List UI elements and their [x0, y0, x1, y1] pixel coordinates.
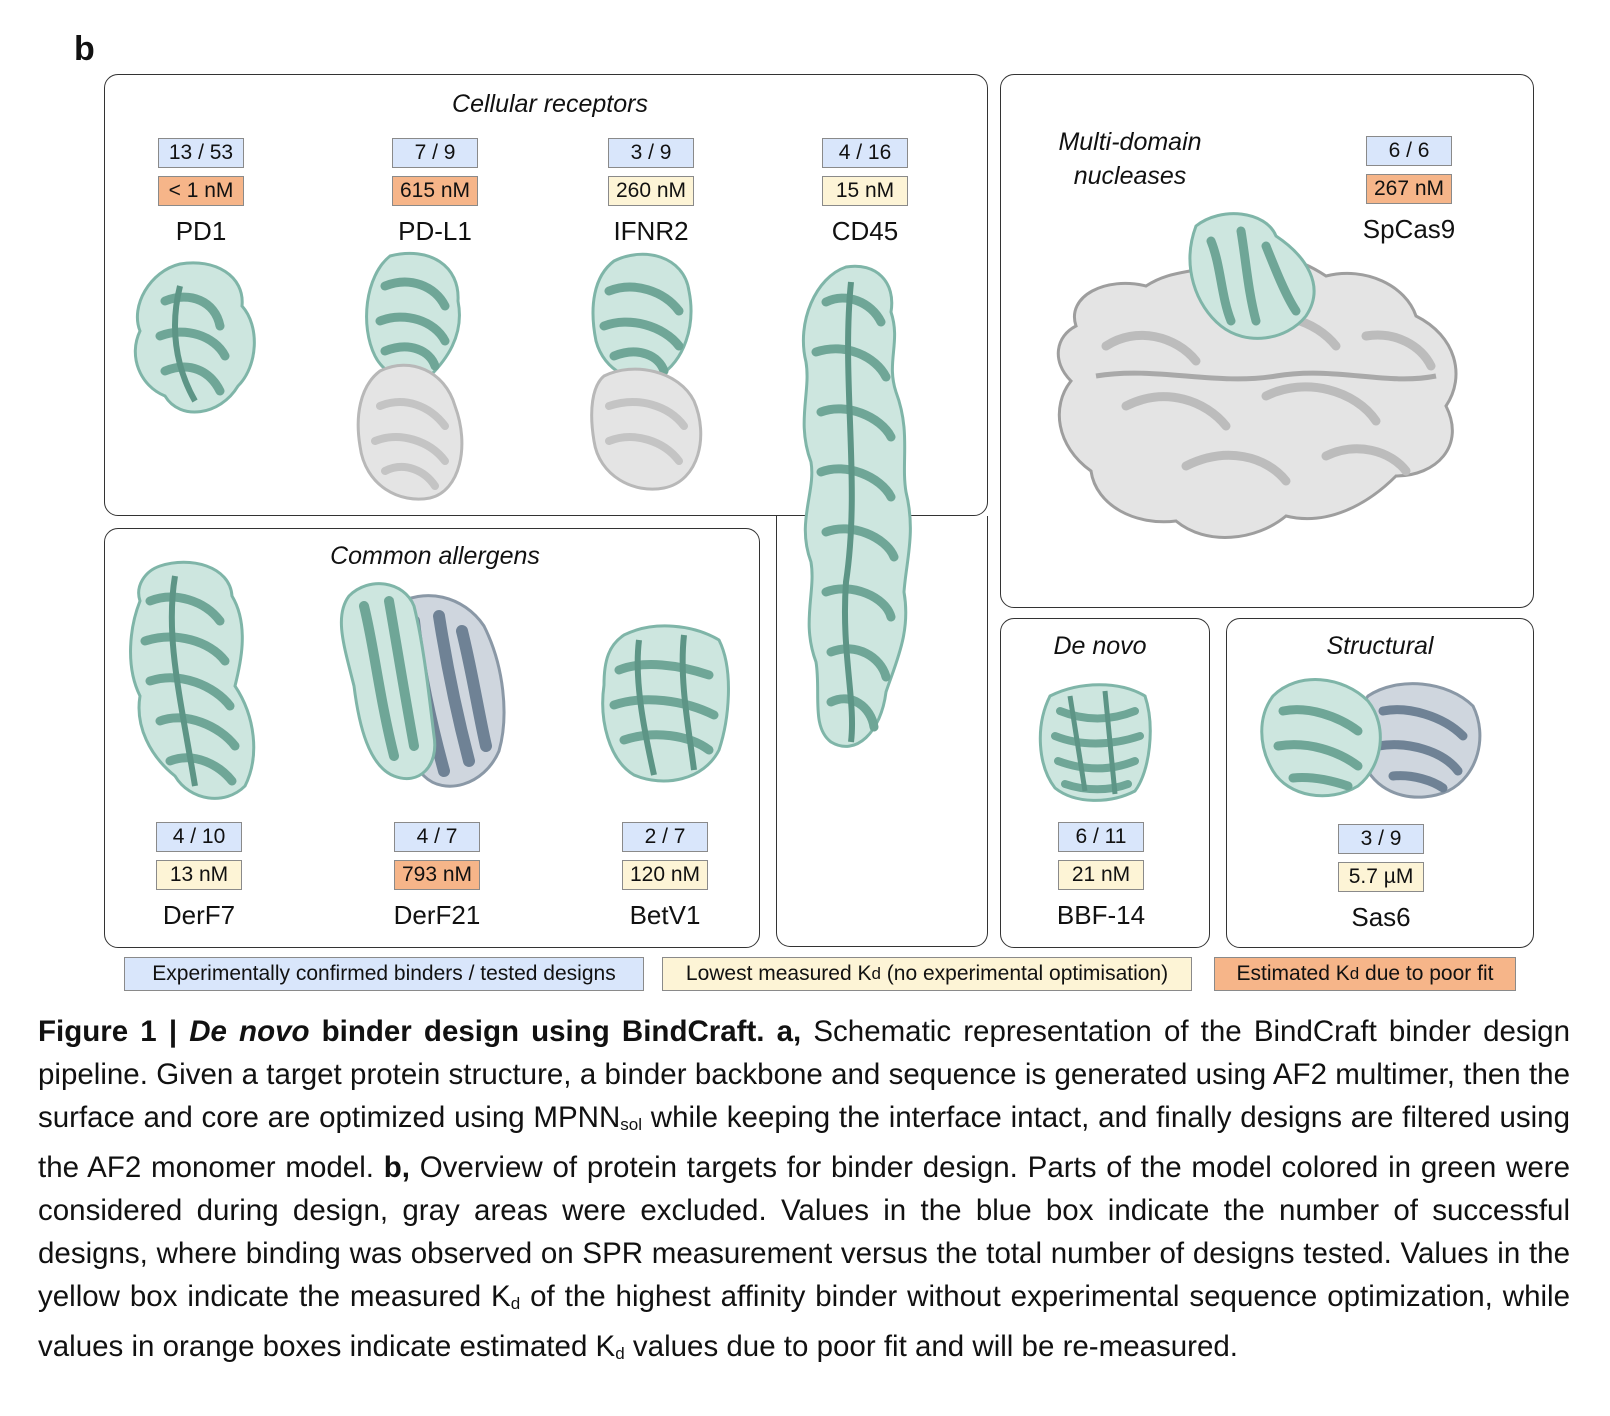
ratio-box-ifnr2: 3 / 9	[608, 138, 694, 168]
group-title-denovo: De novo	[1053, 632, 1147, 660]
caption-text-b: Overview of protein targets for binder design. Parts of the model colored in green were considered during design, gray areas were excluded. Values in the blue box indicate the number of successful designs, where binding was observed on SPR measurement versus the total number of designs tested. Values in the yellow box indicate the measured K	[38, 1151, 1570, 1313]
group-title-nucleases-line2: nucleases	[1073, 162, 1187, 190]
legend-orange	[1214, 957, 1516, 991]
ratio-box-derf7: 4 / 10	[156, 822, 242, 852]
kd-box-bbf14: 21 nM	[1058, 860, 1144, 890]
kd-box-pd1: < 1 nM	[158, 176, 244, 206]
group-title-cellular: Cellular receptors	[452, 90, 648, 118]
caption-label-b: b,	[383, 1151, 410, 1184]
structure-cd45-image	[786, 262, 936, 762]
target-name-bbf14: BBF-14	[1056, 900, 1146, 930]
ratio-box-betv1: 2 / 7	[622, 822, 708, 852]
structure-derf21-image	[334, 576, 524, 796]
group-title-structural: Structural	[1326, 632, 1434, 660]
structure-sas6-image	[1258, 666, 1488, 806]
kd-box-sas6: 5.7 µM	[1338, 862, 1424, 892]
caption-title-italic: De novo	[189, 1015, 310, 1048]
legend-orange-text-pre: Estimated K	[1236, 962, 1350, 985]
ratio-box-cd45: 4 / 16	[822, 138, 908, 168]
ratio-box-sas6: 3 / 9	[1338, 824, 1424, 854]
structure-derf7-image	[120, 556, 270, 806]
caption-sub-d1: d	[510, 1294, 521, 1313]
kd-box-betv1: 120 nM	[622, 860, 708, 890]
structure-pd1-image	[120, 256, 270, 426]
caption-text-a: Schematic representation of the BindCraft binder design pipeline. Given a target protein structure, a binder backbone and sequence is generated using AF2 multimer, then the surface and core are optimized using MPNN	[38, 1015, 1570, 1134]
target-name-sas6: Sas6	[1351, 902, 1411, 932]
panel-label: b	[74, 30, 95, 68]
legend-yellow-text-pre: Lowest measured K	[685, 962, 872, 985]
kd-box-ifnr2: 260 nM	[608, 176, 694, 206]
caption-title: binder design using BindCraft. a,	[309, 1015, 802, 1048]
caption-figure-label: Figure 1 |	[38, 1015, 190, 1048]
target-name-betv1: BetV1	[629, 900, 701, 930]
legend-orange-sub: d	[1349, 964, 1360, 983]
group-title-nucleases-line1: Multi-domain	[1058, 128, 1202, 156]
caption-sub-d2: d	[615, 1344, 625, 1363]
ratio-box-spcas9: 6 / 6	[1366, 136, 1452, 166]
caption-text-b3: values due to poor fit and will be re-measured.	[624, 1330, 1238, 1363]
structure-pdl1-image	[350, 246, 480, 506]
kd-box-pdl1: 615 nM	[392, 176, 478, 206]
kd-box-spcas9: 267 nM	[1366, 174, 1452, 204]
target-name-ifnr2: IFNR2	[613, 216, 689, 246]
ratio-box-derf21: 4 / 7	[394, 822, 480, 852]
figure-caption	[38, 1010, 1570, 1375]
kd-box-derf7: 13 nM	[156, 860, 242, 890]
kd-box-derf21: 793 nM	[394, 860, 480, 890]
legend-yellow-sub: d	[871, 964, 881, 983]
caption-text-a2: while keeping the interface intact, and finally designs are filtered using the AF2 monomer model.	[38, 1101, 1570, 1184]
target-name-pdl1: PD-L1	[398, 216, 472, 246]
kd-box-cd45: 15 nM	[822, 176, 908, 206]
legend-yellow	[662, 957, 1192, 991]
target-name-cd45: CD45	[831, 216, 899, 246]
legend-blue-text: Experimentally confirmed binders / tested designs	[152, 962, 616, 985]
target-name-derf21: DerF21	[393, 900, 481, 930]
target-name-derf7: DerF7	[162, 900, 236, 930]
group-title-allergens: Common allergens	[330, 542, 540, 570]
ratio-box-pdl1: 7 / 9	[392, 138, 478, 168]
caption-text-b2: of the highest affinity binder without experimental sequence optimization, while values in orange boxes indicate estimated K	[38, 1280, 1570, 1363]
caption-sub-sol: sol	[620, 1115, 643, 1134]
structure-bbf14-image	[1030, 676, 1160, 806]
target-name-spcas9: SpCas9	[1362, 214, 1456, 244]
structure-betv1-image	[594, 620, 734, 790]
legend-orange-text-post: due to poor fit	[1359, 962, 1494, 985]
target-name-pd1: PD1	[175, 216, 227, 246]
legend-yellow-text-post: (no experimental optimisation)	[880, 962, 1169, 985]
structure-ifnr2-image	[584, 246, 714, 496]
structure-spcas9-image	[1036, 206, 1476, 556]
ratio-box-bbf14: 6 / 11	[1058, 822, 1144, 852]
legend-blue	[124, 957, 644, 991]
ratio-box-pd1: 13 / 53	[158, 138, 244, 168]
